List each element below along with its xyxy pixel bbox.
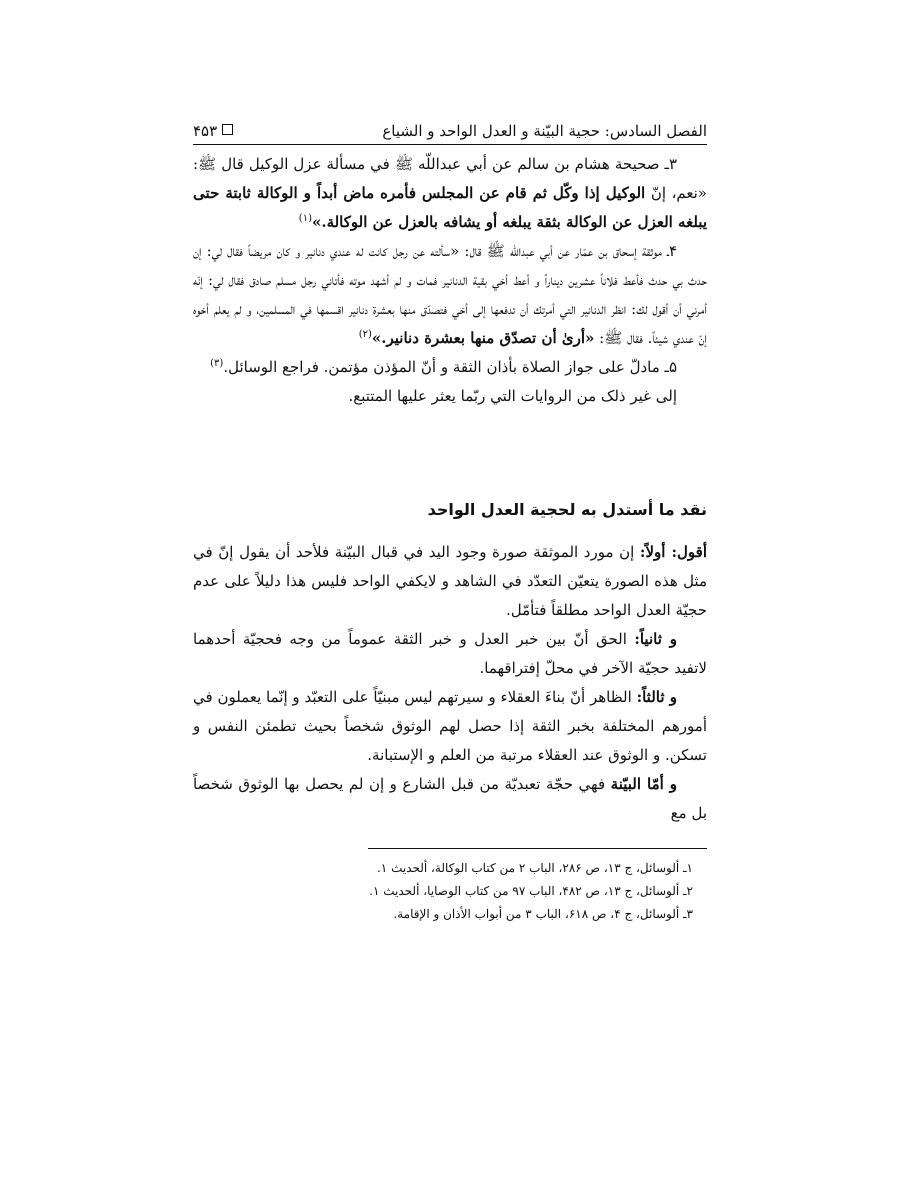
critique-third-text: الظاهر أنّ بناءَ العقلاء و سيرتهم ليس مبنيّاً على التعبّد و إنّما يعملون في أمورهم المختلفة بخبر الثقة إذا حصل لهم الوثوق شخصاً بحيث تطمئن النفس و تسكن. و الوثوق عند العقلاء مرتبة من العلم و الإستبانة. [193, 688, 707, 764]
critique-second [193, 625, 707, 683]
narration-5-text: ۵ـ مادلّ على جواز الصلاة بأذان الثقة و أنّ المؤذن مؤتمن. فراجع الوسائل. [223, 358, 677, 376]
square-box-icon [222, 124, 233, 135]
narration-3-quote: الوكيل إذا وكّل ثم قام عن المجلس فأمره ماض أبداً و الوكالة ثابتة حتى يبلغه العزل عن الوكالة بثقة يبلغه أو يشافه بالعزل عن الوكالة.» [193, 184, 707, 231]
narration-3 [193, 150, 707, 237]
page-number: ۴۵۳ [193, 122, 218, 140]
critique-fourth [193, 770, 707, 828]
critique-first-text: إن مورد الموثقة صورة وجود اليد في قبال البيّنة فلأحد أن يقول إنّ في مثل هذه الصورة يتعيّن التعدّد في الشاهد و لايكفي الواحد فليس هذا دليلاً على عدم حجيّة العدل الواحد مطلقاً فتأمّل. [193, 543, 707, 619]
footnotes [193, 857, 707, 926]
critique-fourth-lead: و أمّا البيّنة [610, 775, 678, 793]
page-header [193, 112, 707, 142]
narration-4-quote: «أرىٰ أن تصدّق منها بعشرة دنانير.» [371, 329, 595, 347]
critique-first-lead: أقول: أولاً: [639, 543, 707, 561]
critique-block [193, 538, 707, 828]
narration-5 [193, 353, 707, 382]
footnote-rule [368, 848, 707, 849]
critique-third [193, 683, 707, 770]
critique-third-lead: و ثالثاً: [636, 688, 677, 706]
running-head: الفصل السادس: حجية البيّنة و العدل الواحد و الشياع [382, 122, 707, 140]
page-number-block [193, 120, 233, 142]
footnote-ref-3: (۳) [210, 358, 224, 369]
narration-3-first-line: ۳ـ صحيحة هشام بن سالم عن أبي عبداللّه ﷺ في مسألة عزل الوكيل قال ﷺ: «نعم، إنّ [193, 155, 707, 202]
critique-fourth-text: فهي حجّة تعبديّة من قبل الشارع و إن لم يحصل بها الوثوق شخصاً بل مع [193, 775, 707, 822]
narrations-block [193, 150, 707, 411]
critique-first [193, 538, 707, 625]
header-rule [193, 144, 707, 145]
footnote-2: ۲ـ ألوسائل، ج ۱۳، ص ۴۸۲، الباب ۹۷ من كتاب الوصايا، ألحديث ۱. [369, 884, 693, 898]
closing-line: إلى غير ذلک من الروايات التي ربّما يعثر عليها المتتبع. [348, 387, 677, 405]
footnote-ref-1: (۱) [298, 213, 312, 224]
critique-second-text: الحق أنّ بين خبر العدل و خبر الثقة عموماً من وجه فحجيّة أحدهما لاتفيد حجيّة الآخر في محلّ إفتراقهما. [193, 630, 707, 677]
footnote-1: ۱ـ ألوسائل، ج ۱۳، ص ۲۸۶، الباب ۲ من كتاب الوكالة، ألحديث ۱. [376, 861, 693, 875]
narration-4-text: ۴ـ موثقة إسحاق بن عمّار عن أبي عبداللّه ﷺ قال: «سألته عن رجل كانت له عندي دنانير و كان مريضاً فقال لي: إن حدث بي حدث فأعط فلاناً عشرين ديناراً و أعط أخي بقية الدنانير فمات و لم أشهد موته فأتاني رجل مسلم صادق فقال لي: إنّه أمرني أن أقول لك: انظر الدنانير التي أمرتك أن تدفعها إلى أخي فتصدّق منها بعشرة دنانير اقسمها في المسلمين، و لم يعلم أخوه إنّ عندي شيئاً. فقال ﷺ: [193, 242, 708, 347]
footnote-ref-2: (۲) [358, 329, 372, 340]
section-title: نقد ما أستدل به لحجية العدل الواحد [427, 500, 707, 519]
footnote-3: ۳ـ ألوسائل، ج ۴، ص ۶۱۸، الباب ۳ من أبواب الأذان و الإقامة. [393, 907, 693, 921]
critique-second-lead: و ثانياً: [634, 630, 677, 648]
narration-4 [193, 237, 707, 353]
